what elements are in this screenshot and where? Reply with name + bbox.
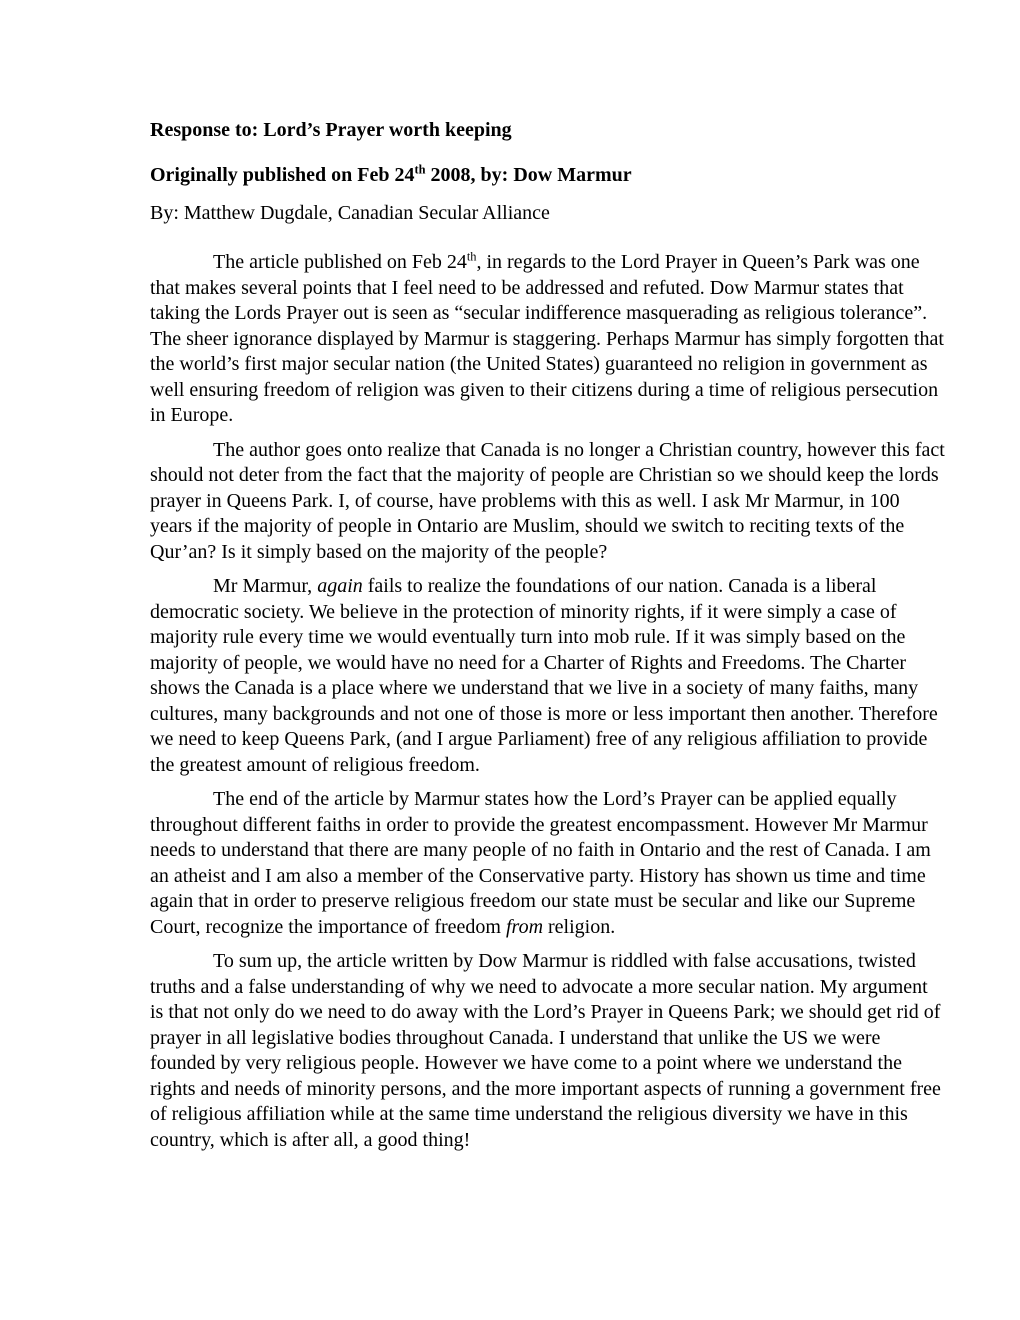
- published-line-post: 2008, by: Dow Marmur: [425, 164, 632, 186]
- paragraph-text: Mr Marmur,: [213, 575, 318, 597]
- paragraph-text: , in regards to the Lord Prayer in Queen’s Park was one that makes several points that I feel need to be addressed and refuted. Dow Marmur states that taking the Lords Prayer out is seen as “secular indifference masquerading as religious tolerance”. The sheer ignorance displayed by Marmur is staggering. Perhaps Marmur has simply forgotten that the world’s first major secular nation (the United States) guaranteed no religion in government as well ensuring freedom of religion was given to their citizens during a time of religious persecution in Europe.: [150, 251, 944, 426]
- paragraph-text: The author goes onto realize that Canada is no longer a Christian country, however this fact should not deter from the fact that the majority of people are Christian so we should keep the lords prayer in Queens Park. I, of course, have problems with this as well. I ask Mr Marmur, in 100 years if the majority of people in Ontario are Muslim, should we switch to reciting texts of the Qur’an? Is it simply based on the majority of the people?: [150, 438, 945, 563]
- paragraph-text: To sum up, the article written by Dow Marmur is riddled with false accusations, twisted truths and a false understanding of why we need to advocate a more secular nation. My argument is that not only do we need to do away with the Lord’s Prayer in Queens Park; we should get rid of prayer in all legislative bodies throughout Canada. I understand that unlike the US we were founded by very religious people. However we have come to a point where we understand the rights and needs of minority persons, and the more important aspects of running a government free of religious affiliation while at the same time understand the religious diversity we have in this country, which is after all, a good thing!: [150, 950, 941, 1151]
- document-title: Response to: Lord’s Prayer worth keeping: [150, 119, 512, 141]
- paragraph: [150, 250, 945, 429]
- superscript-text: th: [466, 249, 477, 264]
- author-line: By: Matthew Dugdale, Canadian Secular Alliance: [150, 202, 550, 224]
- paragraph-text: religion.: [543, 915, 616, 938]
- published-line-pre: Originally published on Feb 24: [150, 164, 415, 186]
- published-line-superscript: th: [414, 162, 426, 177]
- italic-text: from: [505, 915, 544, 938]
- document-body: [150, 250, 945, 1153]
- paragraph-text: fails to realize the foundations of our nation. Canada is a liberal democratic society. We believe in the protection of minority rights, if it were simply a case of majority rule every time we would eventually turn into mob rule. If it was simply based on the majority of people, we would have no need for a Charter of Rights and Freedoms. The Charter shows the Canada is a place where we understand that we live in a society of many faiths, many cultures, many backgrounds and not one of those is more or less important then another. Therefore we need to keep Queens Park, (and I argue Parliament) free of any religious affiliation to provide the greatest amount of religious freedom.: [150, 575, 938, 776]
- paragraph-text: The article published on Feb 24: [213, 251, 467, 273]
- published-line: [150, 163, 945, 188]
- paragraph: [150, 949, 945, 1153]
- italic-text: again: [317, 575, 363, 597]
- paragraph: [150, 438, 945, 566]
- paragraph: [150, 787, 945, 940]
- paragraph: [150, 574, 945, 778]
- paragraph-text: The end of the article by Marmur states how the Lord’s Prayer can be applied equally throughout different faiths in order to provide the greatest encompassment. However Mr Marmur needs to understand that there are many people of no faith in Ontario and the rest of Canada. I am an atheist and I am also a member of the Conservative party. History has shown us time and time again that in order to preserve religious freedom our state must be secular and like our Supreme Court, recognize the importance of freedom: [150, 788, 931, 938]
